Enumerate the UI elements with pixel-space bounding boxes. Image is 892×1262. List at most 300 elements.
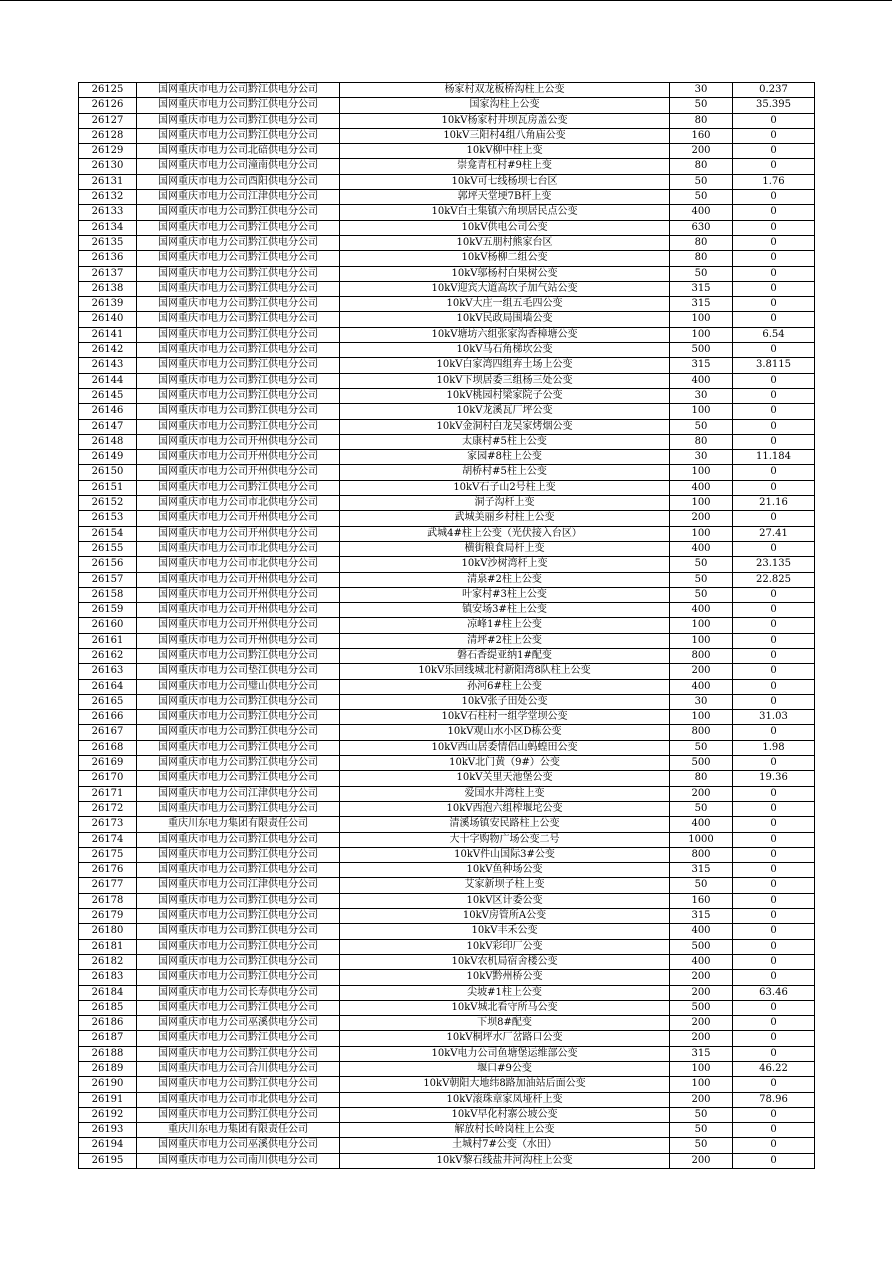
transformer-name-cell: 10kV鱼种场公变 bbox=[340, 863, 670, 878]
row-id-cell: 26176 bbox=[79, 863, 137, 878]
capacity-cell: 400 bbox=[670, 603, 733, 618]
value-cell: 1.76 bbox=[733, 174, 815, 189]
value-cell: 21.16 bbox=[733, 496, 815, 511]
row-id-cell: 26156 bbox=[79, 557, 137, 572]
capacity-cell: 160 bbox=[670, 893, 733, 908]
company-cell: 国网重庆市电力公司黔江供电分公司 bbox=[137, 83, 340, 98]
company-cell: 国网重庆市电力公司黔江供电分公司 bbox=[137, 863, 340, 878]
company-cell: 国网重庆市电力公司黔江供电分公司 bbox=[137, 266, 340, 281]
table-row bbox=[79, 1062, 815, 1077]
transformer-name-cell: 国家沟柱上公变 bbox=[340, 98, 670, 113]
transformer-name-cell: 10kV城北看守所马公变 bbox=[340, 1000, 670, 1015]
capacity-cell: 315 bbox=[670, 358, 733, 373]
value-cell: 0 bbox=[733, 205, 815, 220]
table-row bbox=[79, 1077, 815, 1092]
transformer-name-cell: 10kV金洞村白龙吴家烤烟公变 bbox=[340, 419, 670, 434]
value-cell: 0 bbox=[733, 1077, 815, 1092]
capacity-cell: 400 bbox=[670, 817, 733, 832]
capacity-cell: 400 bbox=[670, 480, 733, 495]
value-cell: 0 bbox=[733, 603, 815, 618]
capacity-cell: 200 bbox=[670, 1153, 733, 1168]
company-cell: 国网重庆市电力公司黔江供电分公司 bbox=[137, 251, 340, 266]
capacity-cell: 200 bbox=[670, 1016, 733, 1031]
capacity-cell: 500 bbox=[670, 756, 733, 771]
capacity-cell: 80 bbox=[670, 771, 733, 786]
table-row bbox=[79, 771, 815, 786]
value-cell: 0 bbox=[733, 756, 815, 771]
capacity-cell: 80 bbox=[670, 159, 733, 174]
company-cell: 国网重庆市电力公司黔江供电分公司 bbox=[137, 909, 340, 924]
value-cell: 0 bbox=[733, 144, 815, 159]
capacity-cell: 100 bbox=[670, 496, 733, 511]
transformer-name-cell: 土城村7#公变（水田） bbox=[340, 1138, 670, 1153]
table-row bbox=[79, 496, 815, 511]
row-id-cell: 26174 bbox=[79, 832, 137, 847]
company-cell: 国网重庆市电力公司黔江供电分公司 bbox=[137, 312, 340, 327]
table-row bbox=[79, 235, 815, 250]
transformer-name-cell: 10kV区计委公变 bbox=[340, 893, 670, 908]
value-cell: 0 bbox=[733, 281, 815, 296]
capacity-cell: 100 bbox=[670, 710, 733, 725]
transformer-name-cell: 10kV滚珠章家凤垭杆上变 bbox=[340, 1092, 670, 1107]
row-id-cell: 26182 bbox=[79, 954, 137, 969]
transformer-name-cell: 解放村长岭岗柱上公变 bbox=[340, 1123, 670, 1138]
capacity-cell: 50 bbox=[670, 801, 733, 816]
table-row bbox=[79, 297, 815, 312]
row-id-cell: 26183 bbox=[79, 970, 137, 985]
capacity-cell: 50 bbox=[670, 572, 733, 587]
table-row bbox=[79, 281, 815, 296]
value-cell: 31.03 bbox=[733, 710, 815, 725]
transformer-name-cell: 10kV黎石线盐井河沟柱上公变 bbox=[340, 1153, 670, 1168]
table-row bbox=[79, 419, 815, 434]
row-id-cell: 26136 bbox=[79, 251, 137, 266]
company-cell: 重庆川东电力集团有限责任公司 bbox=[137, 1123, 340, 1138]
value-cell: 6.54 bbox=[733, 327, 815, 342]
row-id-cell: 26132 bbox=[79, 190, 137, 205]
row-id-cell: 26149 bbox=[79, 450, 137, 465]
table-row bbox=[79, 878, 815, 893]
transformer-name-cell: 崇龛青杠村#9柱上变 bbox=[340, 159, 670, 174]
row-id-cell: 26138 bbox=[79, 281, 137, 296]
capacity-cell: 800 bbox=[670, 725, 733, 740]
value-cell: 0 bbox=[733, 664, 815, 679]
value-cell: 0 bbox=[733, 1016, 815, 1031]
table-row bbox=[79, 725, 815, 740]
capacity-cell: 400 bbox=[670, 373, 733, 388]
row-id-cell: 26195 bbox=[79, 1153, 137, 1168]
capacity-cell: 800 bbox=[670, 847, 733, 862]
company-cell: 重庆川东电力集团有限责任公司 bbox=[137, 817, 340, 832]
capacity-cell: 315 bbox=[670, 863, 733, 878]
capacity-cell: 200 bbox=[670, 970, 733, 985]
capacity-cell: 400 bbox=[670, 541, 733, 556]
row-id-cell: 26144 bbox=[79, 373, 137, 388]
value-cell: 0 bbox=[733, 190, 815, 205]
table-row bbox=[79, 1138, 815, 1153]
value-cell: 0 bbox=[733, 434, 815, 449]
transformer-name-cell: 清泉#2柱上公变 bbox=[340, 572, 670, 587]
row-id-cell: 26137 bbox=[79, 266, 137, 281]
capacity-cell: 50 bbox=[670, 557, 733, 572]
company-cell: 国网重庆市电力公司黔江供电分公司 bbox=[137, 404, 340, 419]
company-cell: 国网重庆市电力公司黔江供电分公司 bbox=[137, 832, 340, 847]
transformer-name-cell: 10kV沙树湾杆上变 bbox=[340, 557, 670, 572]
capacity-cell: 315 bbox=[670, 909, 733, 924]
company-cell: 国网重庆市电力公司璧山供电分公司 bbox=[137, 679, 340, 694]
company-cell: 国网重庆市电力公司开州供电分公司 bbox=[137, 450, 340, 465]
value-cell: 0 bbox=[733, 817, 815, 832]
value-cell: 0 bbox=[733, 1153, 815, 1168]
value-cell: 46.22 bbox=[733, 1062, 815, 1077]
company-cell: 国网重庆市电力公司市北供电分公司 bbox=[137, 496, 340, 511]
transformer-name-cell: 大十字购物广场公变二号 bbox=[340, 832, 670, 847]
value-cell: 0 bbox=[733, 312, 815, 327]
company-cell: 国网重庆市电力公司垫江供电分公司 bbox=[137, 664, 340, 679]
table-row bbox=[79, 664, 815, 679]
company-cell: 国网重庆市电力公司黔江供电分公司 bbox=[137, 327, 340, 342]
company-cell: 国网重庆市电力公司黔江供电分公司 bbox=[137, 771, 340, 786]
row-id-cell: 26151 bbox=[79, 480, 137, 495]
table-row bbox=[79, 786, 815, 801]
capacity-cell: 315 bbox=[670, 1046, 733, 1061]
company-cell: 国网重庆市电力公司潼南供电分公司 bbox=[137, 159, 340, 174]
table-row bbox=[79, 603, 815, 618]
capacity-cell: 30 bbox=[670, 83, 733, 98]
company-cell: 国网重庆市电力公司北碚供电分公司 bbox=[137, 144, 340, 159]
row-id-cell: 26130 bbox=[79, 159, 137, 174]
value-cell: 0 bbox=[733, 343, 815, 358]
capacity-cell: 30 bbox=[670, 450, 733, 465]
transformer-name-cell: 10kV杨柳二组公变 bbox=[340, 251, 670, 266]
company-cell: 国网重庆市电力公司黔江供电分公司 bbox=[137, 648, 340, 663]
row-id-cell: 26155 bbox=[79, 541, 137, 556]
value-cell: 0 bbox=[733, 1031, 815, 1046]
company-cell: 国网重庆市电力公司黔江供电分公司 bbox=[137, 1077, 340, 1092]
transformer-name-cell: 10kV乐回线城北村新阳湾8队柱上公变 bbox=[340, 664, 670, 679]
transformer-name-cell: 10kV桐坪水厂岔路口公变 bbox=[340, 1031, 670, 1046]
row-id-cell: 26171 bbox=[79, 786, 137, 801]
company-cell: 国网重庆市电力公司黔江供电分公司 bbox=[137, 419, 340, 434]
transformer-name-cell: 10kV张子田处公变 bbox=[340, 694, 670, 709]
transformer-name-cell: 10kV彩印厂公变 bbox=[340, 939, 670, 954]
table-row bbox=[79, 618, 815, 633]
capacity-cell: 200 bbox=[670, 786, 733, 801]
table-row bbox=[79, 1107, 815, 1122]
capacity-cell: 100 bbox=[670, 526, 733, 541]
table-row bbox=[79, 205, 815, 220]
table-row bbox=[79, 740, 815, 755]
company-cell: 国网重庆市电力公司黔江供电分公司 bbox=[137, 710, 340, 725]
row-id-cell: 26162 bbox=[79, 648, 137, 663]
table-row bbox=[79, 1123, 815, 1138]
value-cell: 0 bbox=[733, 465, 815, 480]
transformer-name-cell: 家园#8柱上公变 bbox=[340, 450, 670, 465]
row-id-cell: 26192 bbox=[79, 1107, 137, 1122]
transformer-name-cell: 凉峰1#柱上公变 bbox=[340, 618, 670, 633]
company-cell: 国网重庆市电力公司黔江供电分公司 bbox=[137, 1107, 340, 1122]
row-id-cell: 26145 bbox=[79, 388, 137, 403]
table-body bbox=[79, 83, 815, 1169]
transformer-name-cell: 10kV观山水小区D栋公变 bbox=[340, 725, 670, 740]
capacity-cell: 50 bbox=[670, 740, 733, 755]
table-row bbox=[79, 832, 815, 847]
row-id-cell: 26172 bbox=[79, 801, 137, 816]
row-id-cell: 26164 bbox=[79, 679, 137, 694]
company-cell: 国网重庆市电力公司黔江供电分公司 bbox=[137, 235, 340, 250]
capacity-cell: 160 bbox=[670, 128, 733, 143]
value-cell: 22.825 bbox=[733, 572, 815, 587]
value-cell: 0 bbox=[733, 388, 815, 403]
row-id-cell: 26142 bbox=[79, 343, 137, 358]
company-cell: 国网重庆市电力公司黔江供电分公司 bbox=[137, 740, 340, 755]
capacity-cell: 80 bbox=[670, 113, 733, 128]
table-row bbox=[79, 98, 815, 113]
row-id-cell: 26188 bbox=[79, 1046, 137, 1061]
capacity-cell: 80 bbox=[670, 251, 733, 266]
row-id-cell: 26159 bbox=[79, 603, 137, 618]
row-id-cell: 26178 bbox=[79, 893, 137, 908]
table-row bbox=[79, 924, 815, 939]
table-row bbox=[79, 511, 815, 526]
capacity-cell: 400 bbox=[670, 954, 733, 969]
company-cell: 国网重庆市电力公司市北供电分公司 bbox=[137, 557, 340, 572]
table-row bbox=[79, 1031, 815, 1046]
transformer-name-cell: 堰口#9公变 bbox=[340, 1062, 670, 1077]
row-id-cell: 26140 bbox=[79, 312, 137, 327]
page-top-rule bbox=[0, 0, 892, 1]
capacity-cell: 50 bbox=[670, 174, 733, 189]
value-cell: 0 bbox=[733, 235, 815, 250]
value-cell: 0 bbox=[733, 128, 815, 143]
company-cell: 国网重庆市电力公司开州供电分公司 bbox=[137, 587, 340, 602]
company-cell: 国网重庆市电力公司黔江供电分公司 bbox=[137, 205, 340, 220]
row-id-cell: 26160 bbox=[79, 618, 137, 633]
capacity-cell: 50 bbox=[670, 190, 733, 205]
capacity-cell: 200 bbox=[670, 1031, 733, 1046]
value-cell: 0 bbox=[733, 113, 815, 128]
table-row bbox=[79, 939, 815, 954]
company-cell: 国网重庆市电力公司开州供电分公司 bbox=[137, 603, 340, 618]
company-cell: 国网重庆市电力公司黔江供电分公司 bbox=[137, 128, 340, 143]
company-cell: 国网重庆市电力公司黔江供电分公司 bbox=[137, 725, 340, 740]
table-row bbox=[79, 220, 815, 235]
row-id-cell: 26186 bbox=[79, 1016, 137, 1031]
company-cell: 国网重庆市电力公司黔江供电分公司 bbox=[137, 801, 340, 816]
capacity-cell: 100 bbox=[670, 465, 733, 480]
company-cell: 国网重庆市电力公司黔江供电分公司 bbox=[137, 1046, 340, 1061]
row-id-cell: 26190 bbox=[79, 1077, 137, 1092]
company-cell: 国网重庆市电力公司市北供电分公司 bbox=[137, 541, 340, 556]
capacity-cell: 50 bbox=[670, 1107, 733, 1122]
company-cell: 国网重庆市电力公司黔江供电分公司 bbox=[137, 893, 340, 908]
table-row bbox=[79, 817, 815, 832]
table-row bbox=[79, 648, 815, 663]
transformer-name-cell: 艾家新坝子柱上变 bbox=[340, 878, 670, 893]
capacity-cell: 30 bbox=[670, 388, 733, 403]
table-row bbox=[79, 465, 815, 480]
transformer-name-cell: 10kV大庄一组五毛四公变 bbox=[340, 297, 670, 312]
row-id-cell: 26163 bbox=[79, 664, 137, 679]
transformer-name-cell: 横街粮食局杆上变 bbox=[340, 541, 670, 556]
table-row bbox=[79, 1000, 815, 1015]
transformer-name-cell: 磐石香缇亚纳1#配变 bbox=[340, 648, 670, 663]
transformer-name-cell: 10kV下坝居委三组杨三处公变 bbox=[340, 373, 670, 388]
table-row bbox=[79, 343, 815, 358]
data-table bbox=[78, 82, 815, 1169]
value-cell: 0 bbox=[733, 618, 815, 633]
value-cell: 0 bbox=[733, 786, 815, 801]
value-cell: 0 bbox=[733, 679, 815, 694]
row-id-cell: 26153 bbox=[79, 511, 137, 526]
row-id-cell: 26154 bbox=[79, 526, 137, 541]
table-row bbox=[79, 251, 815, 266]
table-row bbox=[79, 1016, 815, 1031]
value-cell: 0 bbox=[733, 159, 815, 174]
table-row bbox=[79, 83, 815, 98]
row-id-cell: 26127 bbox=[79, 113, 137, 128]
capacity-cell: 30 bbox=[670, 694, 733, 709]
capacity-cell: 500 bbox=[670, 343, 733, 358]
row-id-cell: 26133 bbox=[79, 205, 137, 220]
transformer-name-cell: 杨家村双龙板桥沟柱上公变 bbox=[340, 83, 670, 98]
company-cell: 国网重庆市电力公司开州供电分公司 bbox=[137, 633, 340, 648]
value-cell: 0 bbox=[733, 863, 815, 878]
transformer-name-cell: 武城美丽乡村柱上公变 bbox=[340, 511, 670, 526]
value-cell: 1.98 bbox=[733, 740, 815, 755]
value-cell: 0 bbox=[733, 220, 815, 235]
capacity-cell: 100 bbox=[670, 1077, 733, 1092]
table-row bbox=[79, 404, 815, 419]
capacity-cell: 50 bbox=[670, 98, 733, 113]
row-id-cell: 26161 bbox=[79, 633, 137, 648]
row-id-cell: 26165 bbox=[79, 694, 137, 709]
company-cell: 国网重庆市电力公司黔江供电分公司 bbox=[137, 297, 340, 312]
transformer-name-cell: 洞子沟杆上变 bbox=[340, 496, 670, 511]
company-cell: 国网重庆市电力公司黔江供电分公司 bbox=[137, 281, 340, 296]
table-row bbox=[79, 373, 815, 388]
table-row bbox=[79, 863, 815, 878]
table-row bbox=[79, 1153, 815, 1168]
value-cell: 0 bbox=[733, 924, 815, 939]
transformer-name-cell: 清坪#2柱上公变 bbox=[340, 633, 670, 648]
transformer-name-cell: 10kV朝阳大地纬8路加油站后面公变 bbox=[340, 1077, 670, 1092]
table-row bbox=[79, 266, 815, 281]
value-cell: 0 bbox=[733, 419, 815, 434]
company-cell: 国网重庆市电力公司黔江供电分公司 bbox=[137, 1031, 340, 1046]
capacity-cell: 200 bbox=[670, 1092, 733, 1107]
row-id-cell: 26185 bbox=[79, 1000, 137, 1015]
transformer-name-cell: 10kV黔州桥公变 bbox=[340, 970, 670, 985]
transformer-name-cell: 10kV迎宾大道高坎子加气站公变 bbox=[340, 281, 670, 296]
transformer-name-cell: 10kV西泡六组榨堰坨公变 bbox=[340, 801, 670, 816]
transformer-name-cell: 10kV五朋村熊家台区 bbox=[340, 235, 670, 250]
transformer-name-cell: 10kV石柱村一组学堂坝公变 bbox=[340, 710, 670, 725]
transformer-name-cell: 镇安场3#柱上公变 bbox=[340, 603, 670, 618]
table-row bbox=[79, 954, 815, 969]
table-row bbox=[79, 587, 815, 602]
table-row bbox=[79, 710, 815, 725]
capacity-cell: 80 bbox=[670, 434, 733, 449]
value-cell: 35.395 bbox=[733, 98, 815, 113]
transformer-name-cell: 武城4#柱上公变（光伏接入台区） bbox=[340, 526, 670, 541]
table-row bbox=[79, 312, 815, 327]
value-cell: 0 bbox=[733, 633, 815, 648]
table-row bbox=[79, 327, 815, 342]
transformer-name-cell: 10kV可七线杨坝七台区 bbox=[340, 174, 670, 189]
transformer-name-cell: 爱国水井湾柱上变 bbox=[340, 786, 670, 801]
capacity-cell: 100 bbox=[670, 312, 733, 327]
table-row bbox=[79, 985, 815, 1000]
row-id-cell: 26125 bbox=[79, 83, 137, 98]
capacity-cell: 50 bbox=[670, 266, 733, 281]
row-id-cell: 26146 bbox=[79, 404, 137, 419]
value-cell: 19.36 bbox=[733, 771, 815, 786]
company-cell: 国网重庆市电力公司黔江供电分公司 bbox=[137, 98, 340, 113]
value-cell: 23.135 bbox=[733, 557, 815, 572]
table-row bbox=[79, 144, 815, 159]
row-id-cell: 26194 bbox=[79, 1138, 137, 1153]
row-id-cell: 26158 bbox=[79, 587, 137, 602]
table-row bbox=[79, 358, 815, 373]
table-row bbox=[79, 756, 815, 771]
table-row bbox=[79, 434, 815, 449]
value-cell: 0 bbox=[733, 297, 815, 312]
transformer-name-cell: 胡桥村#5柱上公变 bbox=[340, 465, 670, 480]
value-cell: 0 bbox=[733, 1138, 815, 1153]
table-row bbox=[79, 450, 815, 465]
capacity-cell: 100 bbox=[670, 618, 733, 633]
value-cell: 3.8115 bbox=[733, 358, 815, 373]
table-row bbox=[79, 694, 815, 709]
capacity-cell: 50 bbox=[670, 587, 733, 602]
transformer-name-cell: 10kV龙溪瓦厂坪公变 bbox=[340, 404, 670, 419]
transformer-name-cell: 10kV柳中柱上变 bbox=[340, 144, 670, 159]
company-cell: 国网重庆市电力公司黔江供电分公司 bbox=[137, 970, 340, 985]
transformer-name-cell: 太康村#5柱上公变 bbox=[340, 434, 670, 449]
company-cell: 国网重庆市电力公司黔江供电分公司 bbox=[137, 756, 340, 771]
row-id-cell: 26157 bbox=[79, 572, 137, 587]
value-cell: 0 bbox=[733, 648, 815, 663]
capacity-cell: 1000 bbox=[670, 832, 733, 847]
transformer-name-cell: 尖坡#1柱上公变 bbox=[340, 985, 670, 1000]
value-cell: 0 bbox=[733, 847, 815, 862]
table-row bbox=[79, 128, 815, 143]
transformer-name-cell: 10kV农机局宿舍楼公变 bbox=[340, 954, 670, 969]
row-id-cell: 26143 bbox=[79, 358, 137, 373]
table-row bbox=[79, 388, 815, 403]
capacity-cell: 100 bbox=[670, 633, 733, 648]
value-cell: 0 bbox=[733, 587, 815, 602]
value-cell: 0 bbox=[733, 878, 815, 893]
company-cell: 国网重庆市电力公司市北供电分公司 bbox=[137, 1092, 340, 1107]
table-row bbox=[79, 113, 815, 128]
value-cell: 0 bbox=[733, 404, 815, 419]
row-id-cell: 26179 bbox=[79, 909, 137, 924]
row-id-cell: 26134 bbox=[79, 220, 137, 235]
row-id-cell: 26148 bbox=[79, 434, 137, 449]
value-cell: 0 bbox=[733, 1000, 815, 1015]
company-cell: 国网重庆市电力公司黔江供电分公司 bbox=[137, 373, 340, 388]
company-cell: 国网重庆市电力公司长寿供电分公司 bbox=[137, 985, 340, 1000]
row-id-cell: 26177 bbox=[79, 878, 137, 893]
row-id-cell: 26135 bbox=[79, 235, 137, 250]
value-cell: 0 bbox=[733, 373, 815, 388]
row-id-cell: 26168 bbox=[79, 740, 137, 755]
value-cell: 11.184 bbox=[733, 450, 815, 465]
row-id-cell: 26150 bbox=[79, 465, 137, 480]
company-cell: 国网重庆市电力公司开州供电分公司 bbox=[137, 618, 340, 633]
